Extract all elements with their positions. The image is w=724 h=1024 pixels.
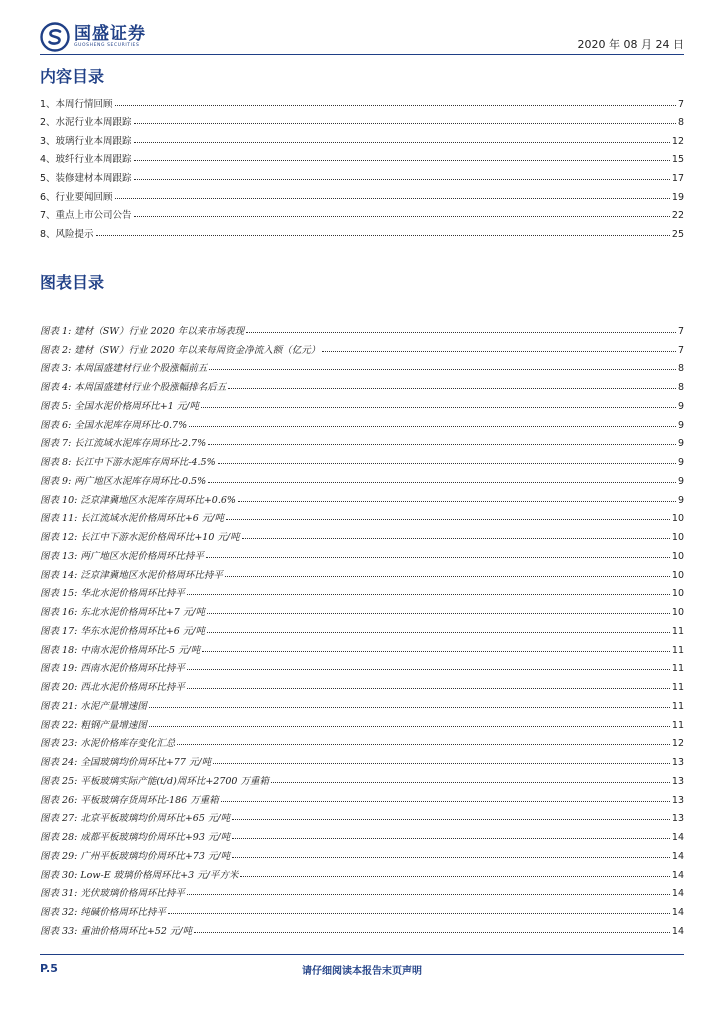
chart-entry[interactable] — [40, 487, 684, 506]
entry-page-number: 8 — [677, 382, 684, 393]
entry-page-number: 9 — [677, 438, 684, 450]
entry-page-number: 9 — [677, 494, 684, 506]
entry-page-number: 17 — [671, 172, 684, 184]
logo-text — [74, 25, 146, 49]
logo-name-en: GUOSHENG SECURITIES — [74, 43, 140, 48]
entry-page-number: 13 — [671, 775, 684, 787]
entry-label: 图表 19: 西南水泥价格周环比持平 — [40, 663, 185, 675]
entry-page-number: 11 — [671, 700, 684, 712]
dot-leader — [134, 160, 670, 161]
dot-leader — [189, 426, 676, 427]
dot-leader — [232, 819, 670, 820]
chart-entry[interactable] — [40, 506, 684, 525]
entry-label: 4、玻纤行业本周跟踪 — [40, 154, 132, 166]
contents-entry[interactable] — [40, 203, 684, 222]
entry-label: 图表 15: 华北水泥价格周环比持平 — [40, 588, 185, 600]
chart-entry[interactable] — [40, 581, 684, 600]
chart-entry[interactable] — [40, 899, 684, 918]
dot-leader — [240, 876, 670, 877]
dot-leader — [115, 198, 670, 199]
chart-entry[interactable] — [40, 768, 684, 787]
entry-label: 图表 18: 中南水泥价格周环比-5 元/吨 — [40, 644, 201, 656]
entry-page-number: 7 — [677, 344, 684, 356]
chart-entry[interactable] — [40, 599, 684, 618]
chart-entry[interactable] — [40, 843, 684, 862]
header-divider — [40, 54, 684, 55]
contents-list — [40, 91, 684, 240]
chart-entry[interactable] — [40, 918, 684, 937]
company-logo — [40, 22, 146, 52]
dot-leader — [208, 444, 676, 445]
entry-page-number: 9 — [677, 457, 684, 468]
contents-entry[interactable] — [40, 221, 684, 240]
dot-leader — [207, 613, 670, 614]
chart-entry[interactable] — [40, 862, 684, 881]
chart-entry[interactable] — [40, 618, 684, 637]
entry-page-number: 14 — [671, 907, 684, 918]
entry-label: 图表 33: 重油价格周环比+52 元/吨 — [40, 925, 193, 937]
entry-label: 3、玻璃行业本周跟踪 — [40, 135, 132, 147]
entry-page-number: 9 — [677, 419, 684, 431]
entry-label: 图表 1: 建材（SW）行业 2020 年以来市场表现 — [40, 325, 245, 337]
entry-label: 7、重点上市公司公告 — [40, 210, 132, 222]
dot-leader — [246, 332, 676, 333]
dot-leader — [271, 782, 670, 783]
entry-label: 图表 30: Low-E 玻璃价格周环比+3 元/平方米 — [40, 869, 239, 881]
entry-label: 图表 24: 全国玻璃均价周环比+77 元/吨 — [40, 757, 212, 768]
entry-page-number: 14 — [671, 925, 684, 937]
entry-label: 图表 6: 全国水泥库存周环比-0.7% — [40, 419, 188, 431]
dot-leader — [322, 351, 676, 352]
chart-entry[interactable] — [40, 393, 684, 412]
dot-leader — [194, 932, 670, 933]
chart-entry[interactable] — [40, 881, 684, 900]
entry-label: 1、本周行情回顾 — [40, 98, 113, 110]
entry-label: 图表 8: 长江中下游水泥库存周环比-4.5% — [40, 457, 216, 468]
chart-entry[interactable] — [40, 656, 684, 675]
dot-leader — [149, 707, 670, 708]
entry-page-number: 10 — [671, 550, 684, 562]
entry-page-number: 8 — [677, 117, 684, 129]
dot-leader — [168, 913, 670, 914]
dot-leader — [238, 501, 676, 502]
entry-label: 图表 14: 泛京津冀地区水泥价格周环比持平 — [40, 569, 223, 581]
entry-label: 图表 25: 平板玻璃实际产能(t/d)周环比+2700 万重箱 — [40, 775, 269, 787]
dot-leader — [207, 632, 670, 633]
chart-entry[interactable] — [40, 749, 684, 768]
entry-label: 图表 23: 水泥价格库存变化汇总 — [40, 738, 176, 750]
entry-label: 图表 2: 建材（SW）行业 2020 年以来每周资金净流入额（亿元） — [40, 344, 321, 356]
chart-entry[interactable] — [40, 356, 684, 375]
entry-label: 2、水泥行业本周跟踪 — [40, 117, 132, 129]
entry-label: 图表 10: 泛京津冀地区水泥库存周环比+0.6% — [40, 494, 236, 506]
dot-leader — [201, 407, 676, 408]
entry-page-number: 9 — [677, 475, 684, 487]
entry-label: 图表 21: 水泥产量增速图 — [40, 700, 147, 712]
entry-page-number: 19 — [671, 191, 684, 203]
entry-label: 图表 31: 光伏玻璃价格周环比持平 — [40, 888, 185, 900]
entry-label: 图表 7: 长江流域水泥库存周环比-2.7% — [40, 438, 207, 450]
entry-page-number: 11 — [671, 625, 684, 637]
entry-label: 图表 13: 两广地区水泥价格周环比持平 — [40, 550, 204, 562]
dot-leader — [232, 857, 670, 858]
entry-label: 图表 20: 西北水泥价格周环比持平 — [40, 682, 185, 693]
chart-entry[interactable] — [40, 674, 684, 693]
entry-label: 图表 4: 本周国盛建材行业个股涨幅排名后五 — [40, 382, 227, 393]
entry-label: 图表 5: 全国水泥价格周环比+1 元/吨 — [40, 400, 200, 412]
entry-page-number: 13 — [671, 757, 684, 768]
chart-entry[interactable] — [40, 787, 684, 806]
entry-page-number: 15 — [671, 154, 684, 166]
entry-page-number: 10 — [671, 588, 684, 600]
report-date: 2020 年 08 月 24 日 — [577, 38, 684, 51]
dot-leader — [187, 688, 670, 689]
dot-leader — [226, 519, 670, 520]
guosheng-logo-icon — [40, 22, 70, 52]
contents-entry[interactable] — [40, 110, 684, 129]
entry-page-number: 7 — [677, 325, 684, 337]
entry-label: 5、装修建材本周跟踪 — [40, 172, 132, 184]
chart-entry[interactable] — [40, 693, 684, 712]
dot-leader — [208, 482, 676, 483]
dot-leader — [213, 763, 670, 764]
entry-page-number: 14 — [671, 869, 684, 881]
dot-leader — [225, 576, 670, 577]
entry-label: 8、风险提示 — [40, 228, 94, 240]
entry-page-number: 14 — [671, 832, 684, 843]
entry-page-number: 22 — [671, 210, 684, 222]
chart-entry[interactable] — [40, 562, 684, 581]
dot-leader — [149, 726, 670, 727]
entry-label: 图表 26: 平板玻璃存货周环比-186 万重箱 — [40, 794, 219, 806]
chart-entry[interactable] — [40, 824, 684, 843]
logo-name-cn: 国盛证券 — [74, 24, 146, 44]
dot-leader — [187, 894, 670, 895]
dot-leader — [134, 179, 670, 180]
dot-leader — [134, 123, 676, 124]
entry-label: 图表 11: 长江流域水泥价格周环比+6 元/吨 — [40, 513, 225, 525]
charts-title: 图表目录 — [40, 273, 105, 292]
dot-leader — [187, 669, 670, 670]
dot-leader — [221, 801, 670, 802]
dot-leader — [187, 594, 670, 595]
dot-leader — [115, 105, 676, 106]
chart-entry[interactable] — [40, 431, 684, 450]
chart-entry[interactable] — [40, 374, 684, 393]
entry-label: 图表 32: 纯碱价格周环比持平 — [40, 907, 166, 918]
entry-page-number: 8 — [677, 363, 684, 375]
entry-page-number: 13 — [671, 794, 684, 806]
entry-page-number: 25 — [671, 228, 684, 240]
entry-page-number: 11 — [671, 644, 684, 656]
charts-list — [40, 318, 684, 937]
contents-title: 内容目录 — [40, 67, 105, 86]
chart-entry[interactable] — [40, 318, 684, 337]
contents-entry[interactable] — [40, 165, 684, 184]
chart-entry[interactable] — [40, 731, 684, 750]
entry-label: 图表 9: 两广地区水泥库存周环比-0.5% — [40, 475, 207, 487]
dot-leader — [206, 557, 670, 558]
dot-leader — [228, 388, 676, 389]
disclaimer-note: 请仔细阅读本报告末页声明 — [302, 966, 422, 977]
entry-page-number: 12 — [671, 738, 684, 750]
entry-page-number: 13 — [671, 813, 684, 825]
entry-page-number: 10 — [671, 513, 684, 525]
entry-label: 6、行业要闻回顾 — [40, 191, 113, 203]
entry-page-number: 14 — [671, 850, 684, 862]
chart-entry[interactable] — [40, 449, 684, 468]
entry-label: 图表 29: 广州平板玻璃均价周环比+73 元/吨 — [40, 850, 231, 862]
dot-leader — [202, 651, 670, 652]
chart-entry[interactable] — [40, 543, 684, 562]
dot-leader — [242, 538, 670, 539]
chart-entry[interactable] — [40, 524, 684, 543]
entry-page-number: 11 — [671, 682, 684, 693]
entry-page-number: 10 — [671, 569, 684, 581]
chart-entry[interactable] — [40, 337, 684, 356]
entry-label: 图表 3: 本周国盛建材行业个股涨幅前五 — [40, 363, 208, 375]
entry-page-number: 12 — [671, 135, 684, 147]
entry-label: 图表 28: 成都平板玻璃均价周环比+93 元/吨 — [40, 832, 231, 843]
entry-label: 图表 16: 东北水泥价格周环比+7 元/吨 — [40, 607, 206, 618]
dot-leader — [218, 463, 676, 464]
entry-page-number: 10 — [671, 607, 684, 618]
entry-page-number: 9 — [677, 400, 684, 412]
page-header — [40, 18, 684, 54]
dot-leader — [134, 142, 670, 143]
page-number: P.5 — [40, 962, 58, 975]
entry-page-number: 14 — [671, 888, 684, 900]
contents-entry[interactable] — [40, 147, 684, 166]
dot-leader — [177, 744, 670, 745]
entry-page-number: 11 — [671, 719, 684, 731]
dot-leader — [209, 369, 676, 370]
entry-label: 图表 22: 粗钢产量增速图 — [40, 719, 147, 731]
chart-entry[interactable] — [40, 712, 684, 731]
entry-label: 图表 12: 长江中下游水泥价格周环比+10 元/吨 — [40, 532, 240, 543]
entry-page-number: 7 — [677, 98, 684, 110]
contents-entry[interactable] — [40, 91, 684, 110]
entry-page-number: 11 — [671, 663, 684, 675]
page-footer — [40, 958, 684, 977]
chart-entry[interactable] — [40, 637, 684, 656]
entry-page-number: 10 — [671, 532, 684, 543]
chart-entry[interactable] — [40, 468, 684, 487]
contents-entry[interactable] — [40, 128, 684, 147]
chart-entry[interactable] — [40, 412, 684, 431]
dot-leader — [134, 216, 670, 217]
contents-entry[interactable] — [40, 184, 684, 203]
dot-leader — [232, 838, 670, 839]
footer-divider — [40, 954, 684, 955]
dot-leader — [96, 235, 670, 236]
entry-label: 图表 17: 华东水泥价格周环比+6 元/吨 — [40, 625, 206, 637]
entry-label: 图表 27: 北京平板玻璃均价周环比+65 元/吨 — [40, 813, 231, 825]
chart-entry[interactable] — [40, 806, 684, 825]
